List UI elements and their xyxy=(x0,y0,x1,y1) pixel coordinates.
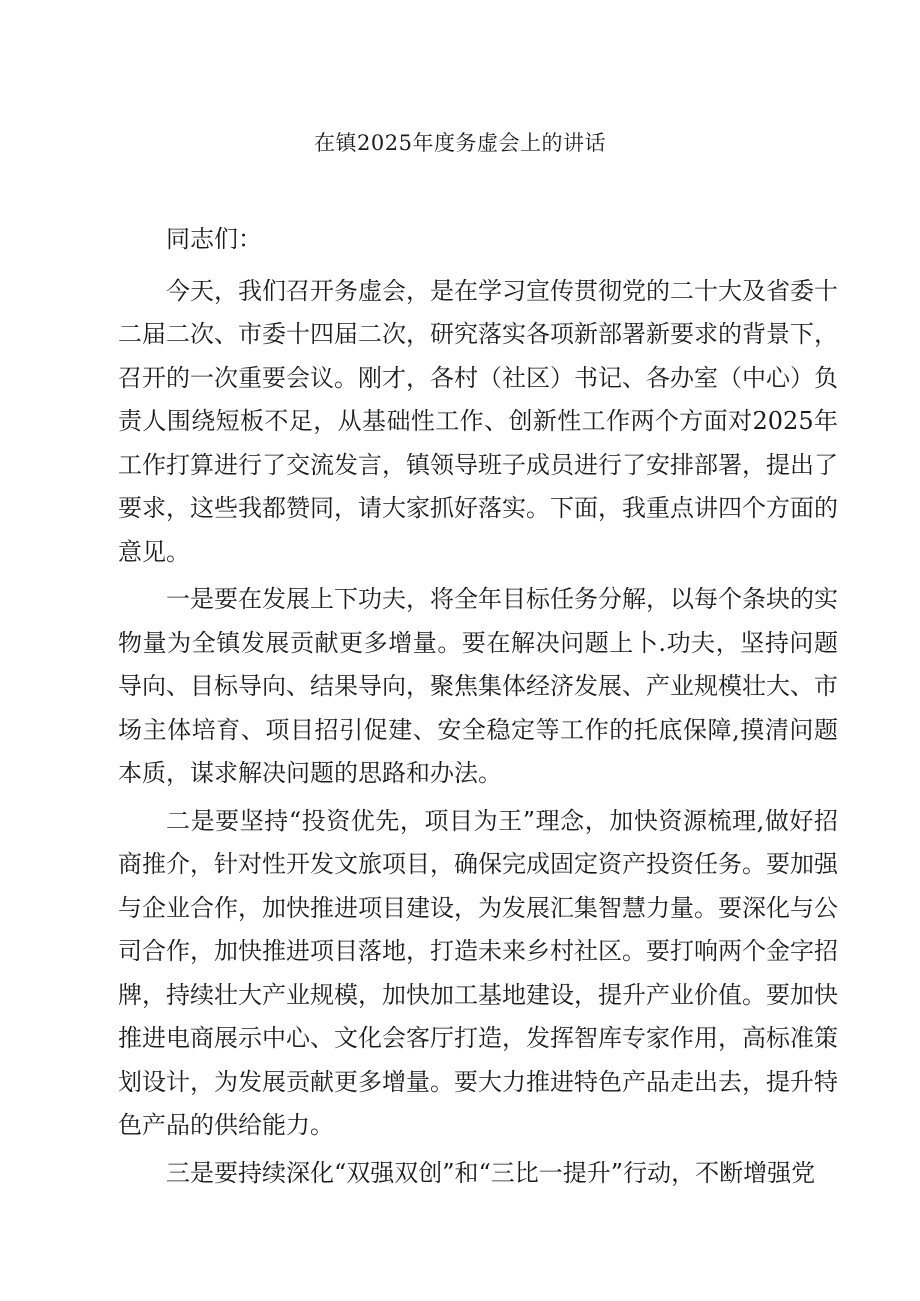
paragraph-point-three: 三是要持续深化“双强双创”和“三比一提升”行动，不断增强党 xyxy=(166,1158,816,1187)
paragraph-intro: 今天，我们召开务虚会，是在学习宣传贯彻党的二十大及省委十二届二次、市委十四届二次，研究落实各项新部署新要求的背景下，召开的一次重要会议。刚才，各村（社区）书记、各办室（中心）负责人围绕短板不足，从基础性工作、创新性工作两个方面对2025年工作打算进行了交流发言，镇领导班子成员进行了安排部署，提出了要求，这些我都赞同，请大家抓好落实。下面，我重点讲四个方面的意见。 xyxy=(118,276,838,566)
paragraph-point-two: 二是要坚持“投资优先，项目为王”理念，加快资源梳理,做好招商推介，针对性开发文旅项目，确保完成固定资产投资任务。要加强与企业合作，加快推进项目建设，为发展汇集智慧力量。要深化与公司合作，加快推进项目落地，打造未来乡村社区。要打响两个金字招牌，持续壮大产业规模，加快加工基地建设，提升产业价值。要加快推进电商展示中心、文化会客厅打造，发挥智库专家作用，高标准策划设计，为发展贡献更多增量。要大力推进特色产品走出去，提升特色产品的供给能力。 xyxy=(118,806,838,1139)
paragraph-point-one: 一是要在发展上下功夫，将全年目标任务分解，以每个条块的实物量为全镇发展贡献更多增量。要在解决问题上卜.功夫，坚持问题导向、目标导向、结果导向，聚焦集体经济发展、产业规模壮大、市场主体培育、项目招引促建、安全稳定等工作的托底保障,摸清问题本质，谋求解决问题的思路和办法。 xyxy=(118,585,838,787)
salutation: 同志们： xyxy=(166,225,262,253)
document-body xyxy=(118,218,838,1199)
document-title: 在镇2025年度务虚会上的讲话 xyxy=(314,131,606,155)
